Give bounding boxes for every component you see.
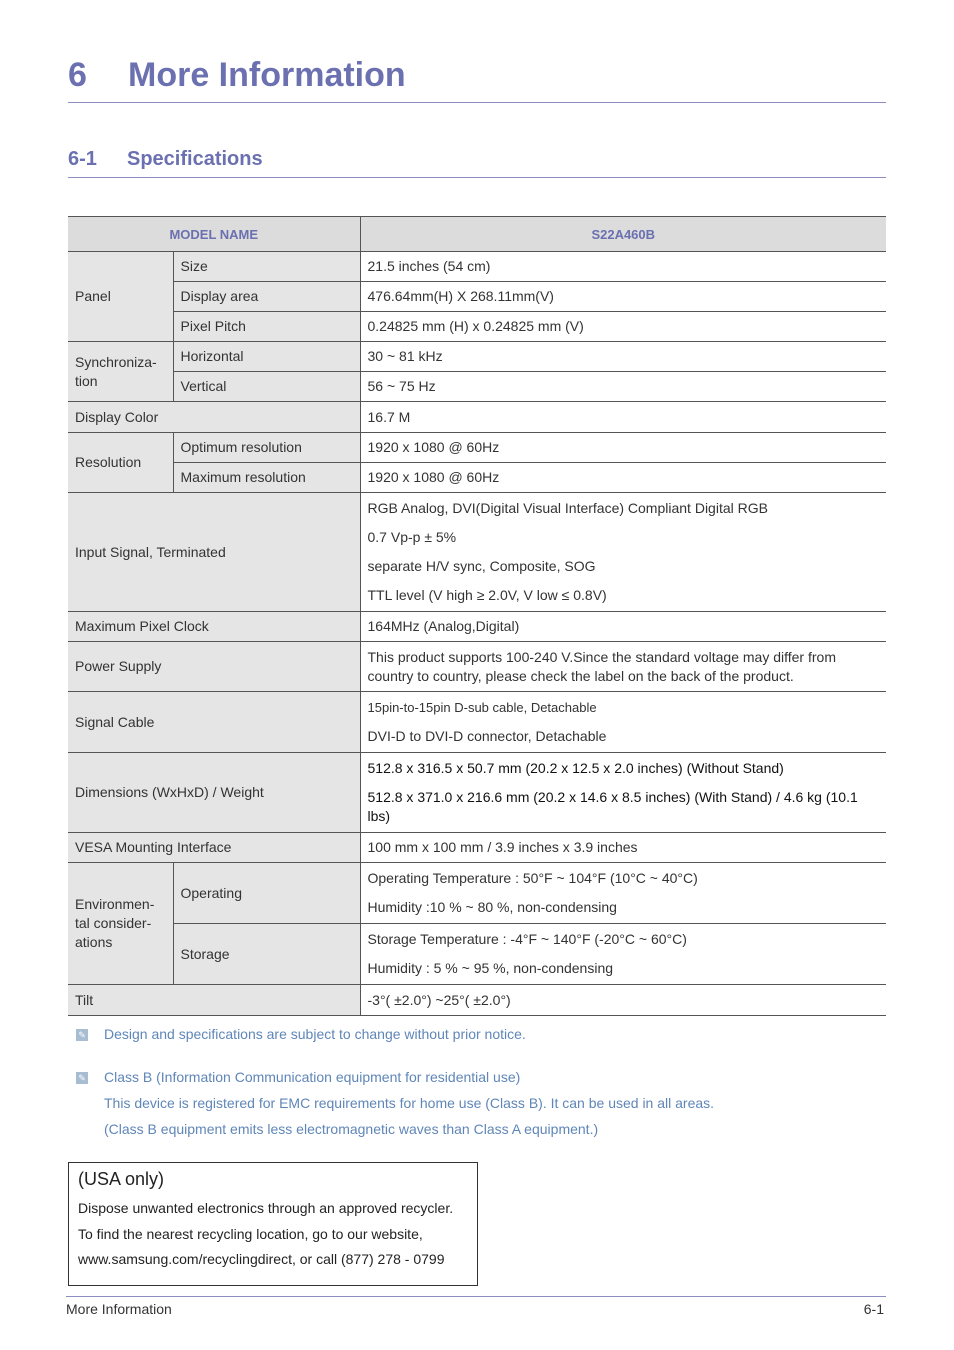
row-label-sync: Synchroniza-tion bbox=[68, 342, 173, 402]
sub-label-horizontal: Horizontal bbox=[173, 342, 360, 372]
value-vesa: 100 mm x 100 mm / 3.9 inches x 3.9 inches bbox=[360, 833, 886, 863]
specifications-table bbox=[68, 216, 886, 1016]
section-title: Specifications bbox=[127, 148, 263, 170]
chapter-heading bbox=[68, 56, 886, 103]
row-label-tilt: Tilt bbox=[68, 985, 360, 1016]
sub-label-vertical: Vertical bbox=[173, 372, 360, 402]
note-2 bbox=[76, 1069, 520, 1085]
value-input-signal bbox=[360, 493, 886, 612]
table-row bbox=[68, 433, 886, 463]
section-heading bbox=[68, 148, 886, 178]
sub-label-optimum-resolution: Optimum resolution bbox=[173, 433, 360, 463]
row-label-display-color: Display Color bbox=[68, 402, 360, 433]
note-1-text: Design and specifications are subject to change without prior notice. bbox=[104, 1026, 526, 1042]
table-row bbox=[68, 692, 886, 753]
table-row bbox=[68, 463, 886, 493]
storage-line: Storage Temperature : -4°F ~ 140°F (-20°C ~ 60°C) bbox=[367, 931, 687, 947]
value-horizontal: 30 ~ 81 kHz bbox=[360, 342, 886, 372]
operating-line: Humidity :10 % ~ 80 %, non-condensing bbox=[367, 899, 617, 915]
input-signal-line: 0.7 Vp-p ± 5% bbox=[367, 529, 457, 545]
sub-label-operating: Operating bbox=[173, 863, 360, 924]
section-number: 6-1 bbox=[68, 148, 97, 170]
footer-section-name: More Information bbox=[66, 1301, 172, 1317]
table-row bbox=[68, 402, 886, 433]
table-row bbox=[68, 924, 886, 985]
dimensions-line: 512.8 x 371.0 x 216.6 mm (20.2 x 14.6 x 8.5 inches) (With Stand) / 4.6 kg (10.1 lbs) bbox=[367, 789, 858, 824]
input-signal-line: TTL level (V high ≥ 2.0V, V low ≤ 0.8V) bbox=[367, 587, 607, 603]
usa-box-line: www.samsung.com/recyclingdirect, or call (877) 278 - 0799 bbox=[78, 1251, 445, 1267]
chapter-number: 6 bbox=[68, 56, 87, 94]
row-label-panel: Panel bbox=[68, 252, 173, 342]
value-pixel-pitch: 0.24825 mm (H) x 0.24825 mm (V) bbox=[360, 312, 886, 342]
value-size: 21.5 inches (54 cm) bbox=[360, 252, 886, 282]
table-row bbox=[68, 642, 886, 692]
row-label-dimensions: Dimensions (WxHxD) / Weight bbox=[68, 753, 360, 833]
usa-box-line: To find the nearest recycling location, go to our website, bbox=[78, 1225, 423, 1242]
header-model-value: S22A460B bbox=[360, 217, 886, 252]
value-dimensions bbox=[360, 753, 886, 833]
usa-box-title: (USA only) bbox=[78, 1169, 165, 1189]
table-row bbox=[68, 985, 886, 1016]
sub-label-storage: Storage bbox=[173, 924, 360, 985]
signal-cable-line: 15pin-to-15pin D-sub cable, Detachable bbox=[367, 700, 597, 715]
note-pencil-icon: ✎ bbox=[76, 1029, 88, 1041]
table-row bbox=[68, 863, 886, 924]
value-storage bbox=[360, 924, 886, 985]
value-power-supply: This product supports 100-240 V.Since the standard voltage may differ from country to country, please check the label on the back of the product. bbox=[360, 642, 886, 692]
value-signal-cable bbox=[360, 692, 886, 753]
table-row bbox=[68, 282, 886, 312]
value-optimum-resolution: 1920 x 1080 @ 60Hz bbox=[360, 433, 886, 463]
row-label-power-supply: Power Supply bbox=[68, 642, 360, 692]
sub-label-size: Size bbox=[173, 252, 360, 282]
usa-recycling-box bbox=[68, 1162, 478, 1286]
sub-label-display-area: Display area bbox=[173, 282, 360, 312]
table-row bbox=[68, 833, 886, 863]
value-display-area: 476.64mm(H) X 268.11mm(V) bbox=[360, 282, 886, 312]
chapter-title: More Information bbox=[128, 56, 406, 94]
value-maximum-resolution: 1920 x 1080 @ 60Hz bbox=[360, 463, 886, 493]
operating-line: Operating Temperature : 50°F ~ 104°F (10°C ~ 40°C) bbox=[367, 870, 698, 886]
dimensions-line: 512.8 x 316.5 x 50.7 mm (20.2 x 12.5 x 2.0 inches) (Without Stand) bbox=[367, 760, 784, 776]
value-operating bbox=[360, 863, 886, 924]
table-row bbox=[68, 753, 886, 833]
sub-label-pixel-pitch: Pixel Pitch bbox=[173, 312, 360, 342]
note-2-line-1: Class B (Information Communication equipment for residential use) bbox=[104, 1069, 521, 1085]
row-label-environment: Environmen-tal consider-ations bbox=[68, 863, 173, 985]
note-pencil-icon: ✎ bbox=[76, 1072, 88, 1084]
storage-line: Humidity : 5 % ~ 95 %, non-condensing bbox=[367, 960, 614, 976]
row-label-vesa: VESA Mounting Interface bbox=[68, 833, 360, 863]
sub-label-maximum-resolution: Maximum resolution bbox=[173, 463, 360, 493]
page-footer bbox=[66, 1296, 886, 1317]
table-row bbox=[68, 312, 886, 342]
note-2-line-2: This device is registered for EMC requirements for home use (Class B). It can be used in all areas. bbox=[104, 1095, 715, 1111]
value-vertical: 56 ~ 75 Hz bbox=[360, 372, 886, 402]
table-row bbox=[68, 252, 886, 282]
row-label-input-signal: Input Signal, Terminated bbox=[68, 493, 360, 612]
note-2-line-3: (Class B equipment emits less electromagnetic waves than Class A equipment.) bbox=[104, 1121, 599, 1137]
value-pixel-clock: 164MHz (Analog,Digital) bbox=[360, 612, 886, 642]
footer-page-number: 6-1 bbox=[863, 1301, 884, 1317]
usa-box-line: Dispose unwanted electronics through an approved recycler. bbox=[78, 1200, 454, 1216]
header-model-name: MODEL NAME bbox=[68, 217, 360, 252]
table-row bbox=[68, 342, 886, 372]
value-tilt: -3°( ±2.0°) ~25°( ±2.0°) bbox=[360, 985, 886, 1016]
input-signal-line: RGB Analog, DVI(Digital Visual Interface) Compliant Digital RGB bbox=[367, 500, 768, 516]
signal-cable-line: DVI-D to DVI-D connector, Detachable bbox=[367, 728, 607, 744]
value-display-color: 16.7 M bbox=[360, 402, 886, 433]
row-label-pixel-clock: Maximum Pixel Clock bbox=[68, 612, 360, 642]
row-label-resolution: Resolution bbox=[68, 433, 173, 493]
table-row bbox=[68, 493, 886, 612]
table-row bbox=[68, 612, 886, 642]
table-header-row bbox=[68, 217, 886, 252]
input-signal-line: separate H/V sync, Composite, SOG bbox=[367, 558, 596, 574]
row-label-signal-cable: Signal Cable bbox=[68, 692, 360, 753]
note-1 bbox=[76, 1026, 526, 1042]
table-row bbox=[68, 372, 886, 402]
